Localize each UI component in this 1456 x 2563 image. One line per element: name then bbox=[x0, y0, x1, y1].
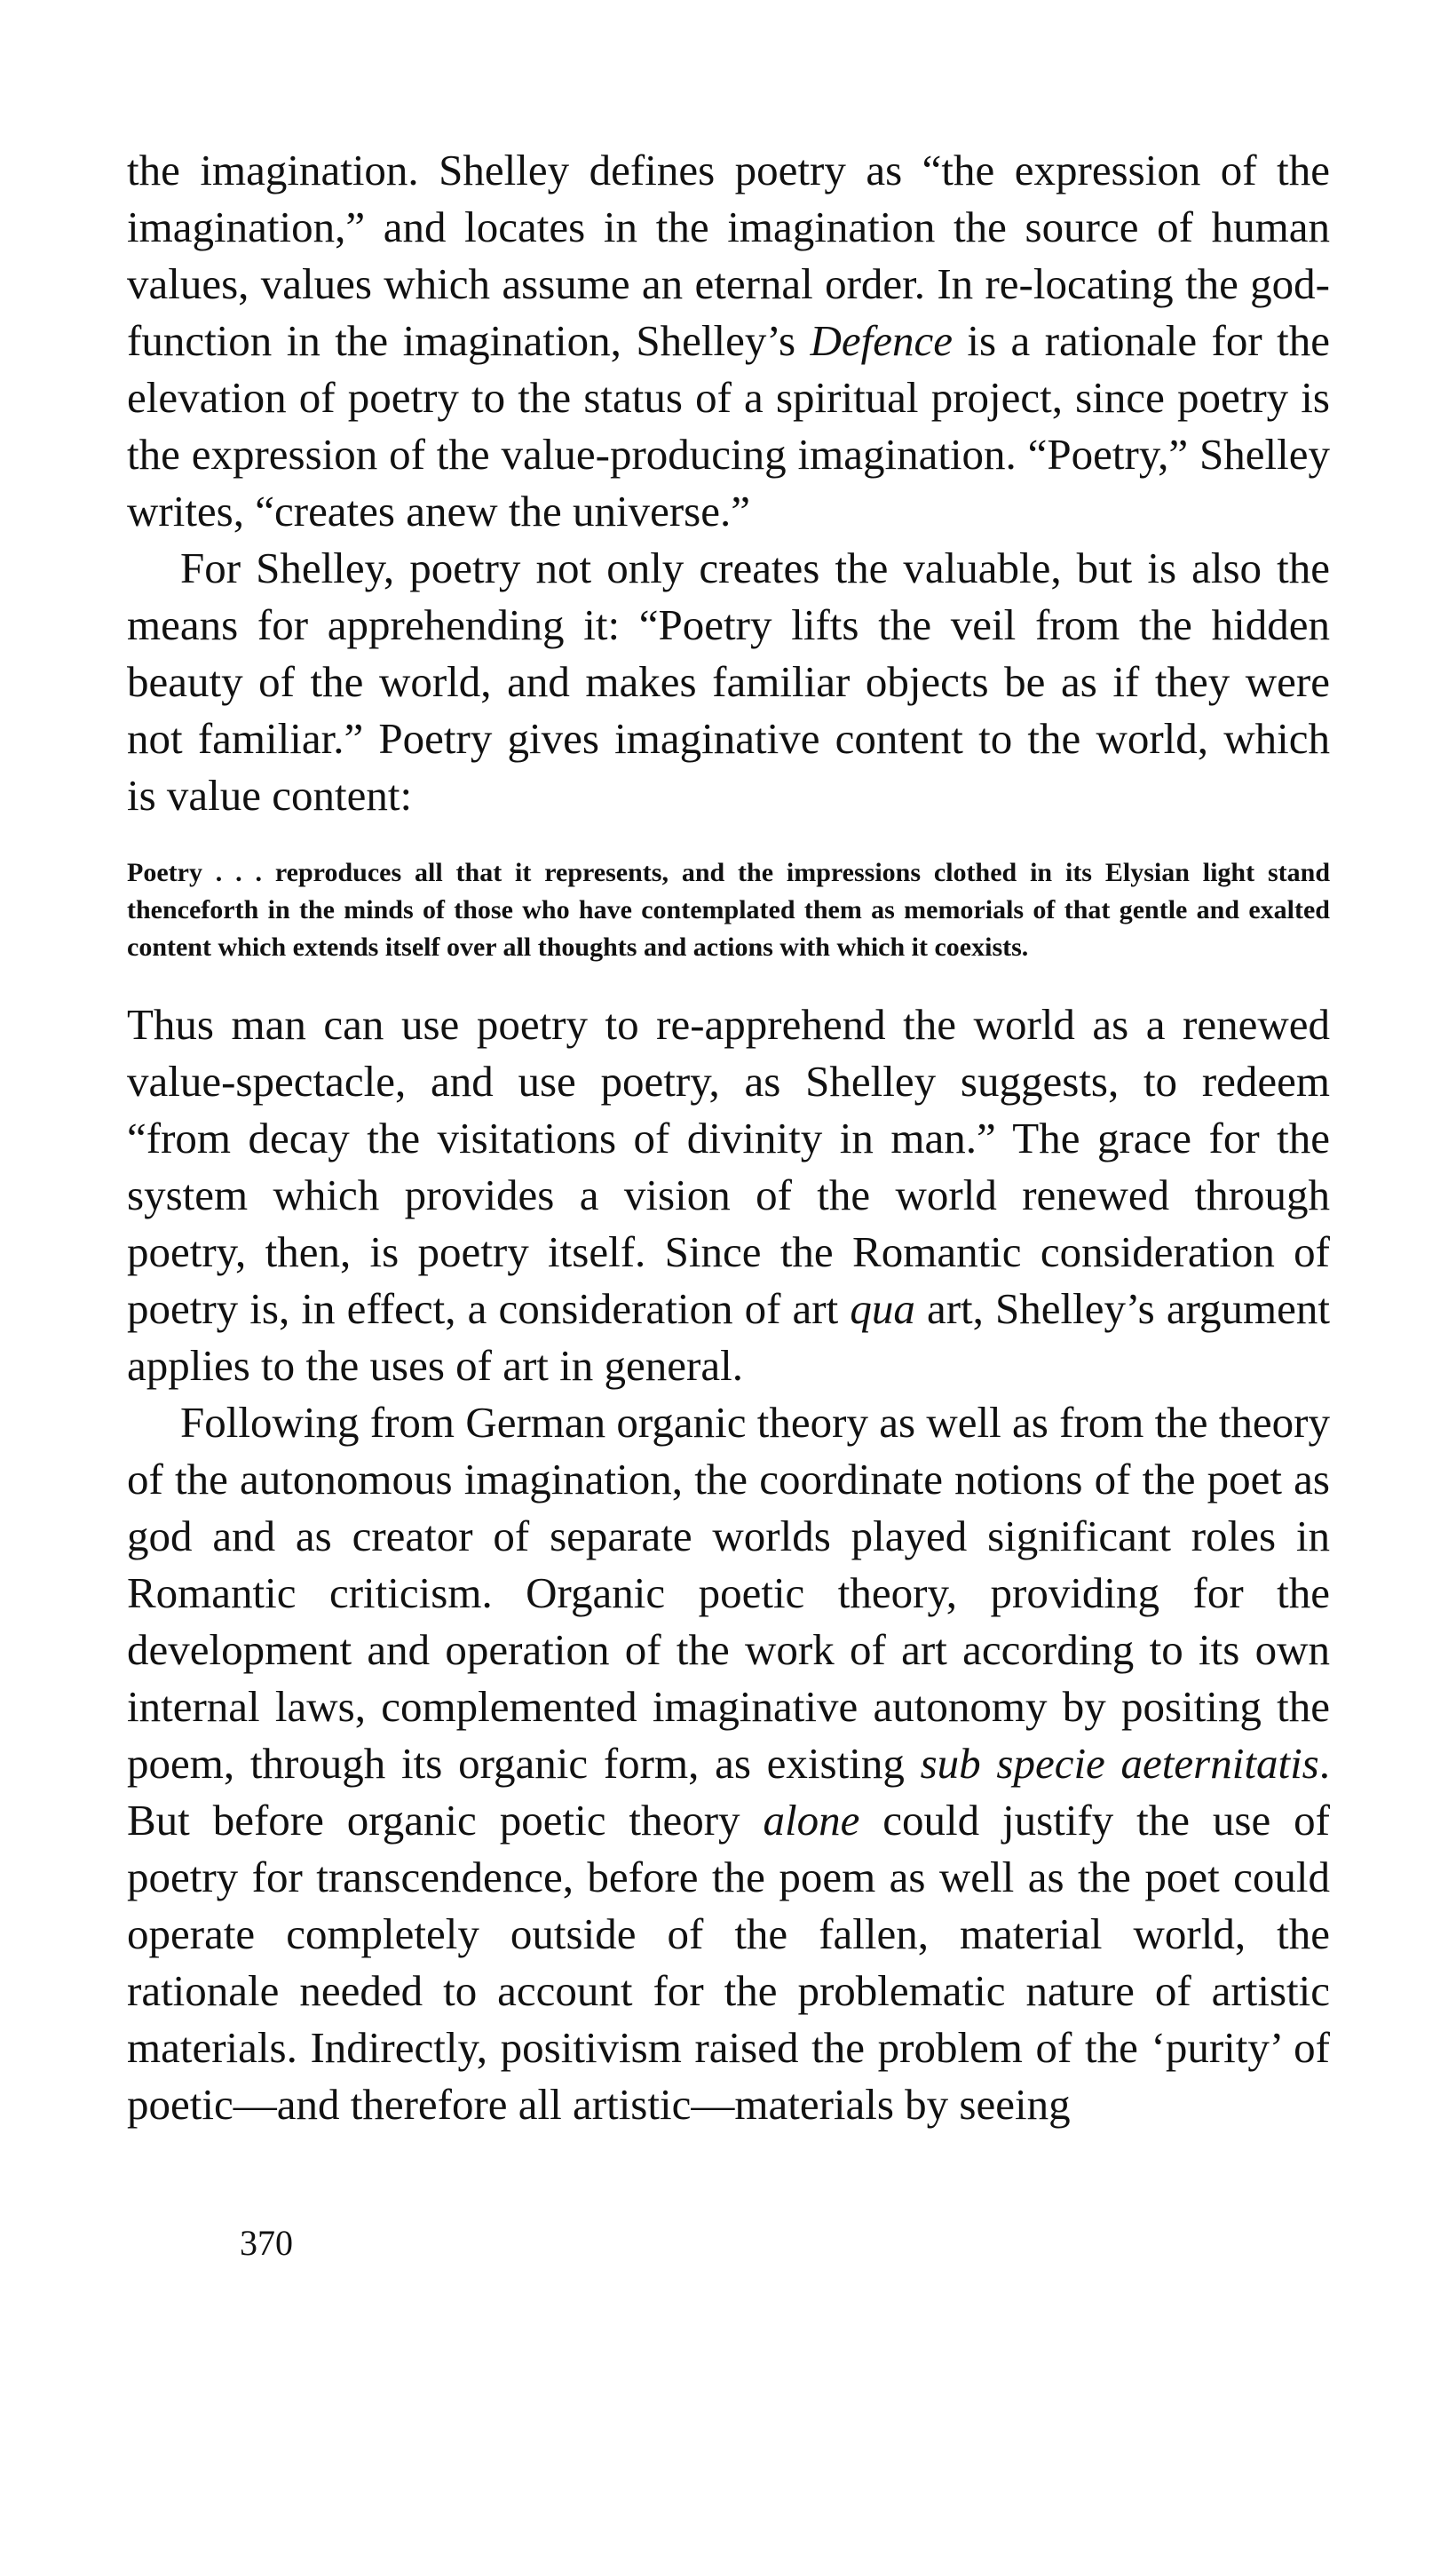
paragraph-4-text-c: could justify the use of poetry for transcendence, before the poem as well as the poet could operate completely outside of the fallen, material world, the rationale needed to account for the problematic nature of artistic materials. Indirectly, positivism raised the problem of the ‘purity’ of poetic—and therefore all artistic—materials by seeing bbox=[127, 1796, 1330, 2129]
paragraph-4 bbox=[127, 1394, 1330, 2133]
paragraph-4-text-b: . But before organic poetic theory bbox=[127, 1739, 1330, 1845]
paragraph-4-text-a: Following from German organic theory as well as from the theory of the autonomous imagination, the coordinate notions of the poet as god and as creator of separate worlds played significant roles in Romantic criticism. Organic poetic theory, providing for the development and operation of the work of art according to its own internal laws, complemented imaginative autonomy by positing the poem, through its organic form, as existing bbox=[127, 1398, 1330, 1788]
paragraph-1-text-a: the imagination. Shelley defines poetry as “the expression of the imagination,” and locates in the imagination the source of human values, values which assume an eternal order. In re-locating the god-function in the imagination, Shelley’s bbox=[127, 146, 1330, 365]
block-quote bbox=[127, 854, 1330, 966]
paragraph-3-text-a: Thus man can use poetry to re-apprehend the world as a renewed value-spectacle, and use poetry, as Shelley suggests, to redeem “from decay the visitations of divinity in man.” The grace for the system which provides a vision of the world renewed through poetry, then, is poetry itself. Since the Romantic consideration of poetry is, in effect, a consideration of art bbox=[127, 1000, 1330, 1333]
paragraph-2: For Shelley, poetry not only creates the valuable, but is also the means for apprehending it: “Poetry lifts the veil from the hidden beauty of the world, and makes familiar objects be as if they were not familiar.” Poetry gives imaginative content to the world, which is value content: bbox=[127, 544, 1330, 820]
paragraph-3 bbox=[127, 996, 1330, 1394]
paragraph-1 bbox=[127, 142, 1330, 540]
paragraph-1-title-defence: Defence bbox=[810, 316, 953, 365]
page-body bbox=[127, 142, 1330, 2133]
paragraph-3-italic-qua: qua bbox=[850, 1284, 915, 1333]
page-number: 370 bbox=[240, 2223, 293, 2263]
block-quote-text: Poetry . . . reproduces all that it represents, and the impressions clothed in its Elysian light stand thenceforth in the minds of those who have contemplated them as memorials of that gentle and exalted content which extends itself over all thoughts and actions with which it coexists. bbox=[127, 858, 1330, 962]
paragraph-3-text-b: art, Shelley’s argument applies to the uses of art in general. bbox=[127, 1284, 1330, 1390]
paragraph-4-italic-alone: alone bbox=[763, 1796, 860, 1845]
paragraph-1-text-b: is a rationale for the elevation of poetry to the status of a spiritual project, since poetry is the expression of the value-producing imagination. “Poetry,” Shelley writes, “creates anew the universe.” bbox=[127, 316, 1330, 536]
paragraph-4-italic-sub-specie: sub specie aeternitatis bbox=[920, 1739, 1319, 1788]
